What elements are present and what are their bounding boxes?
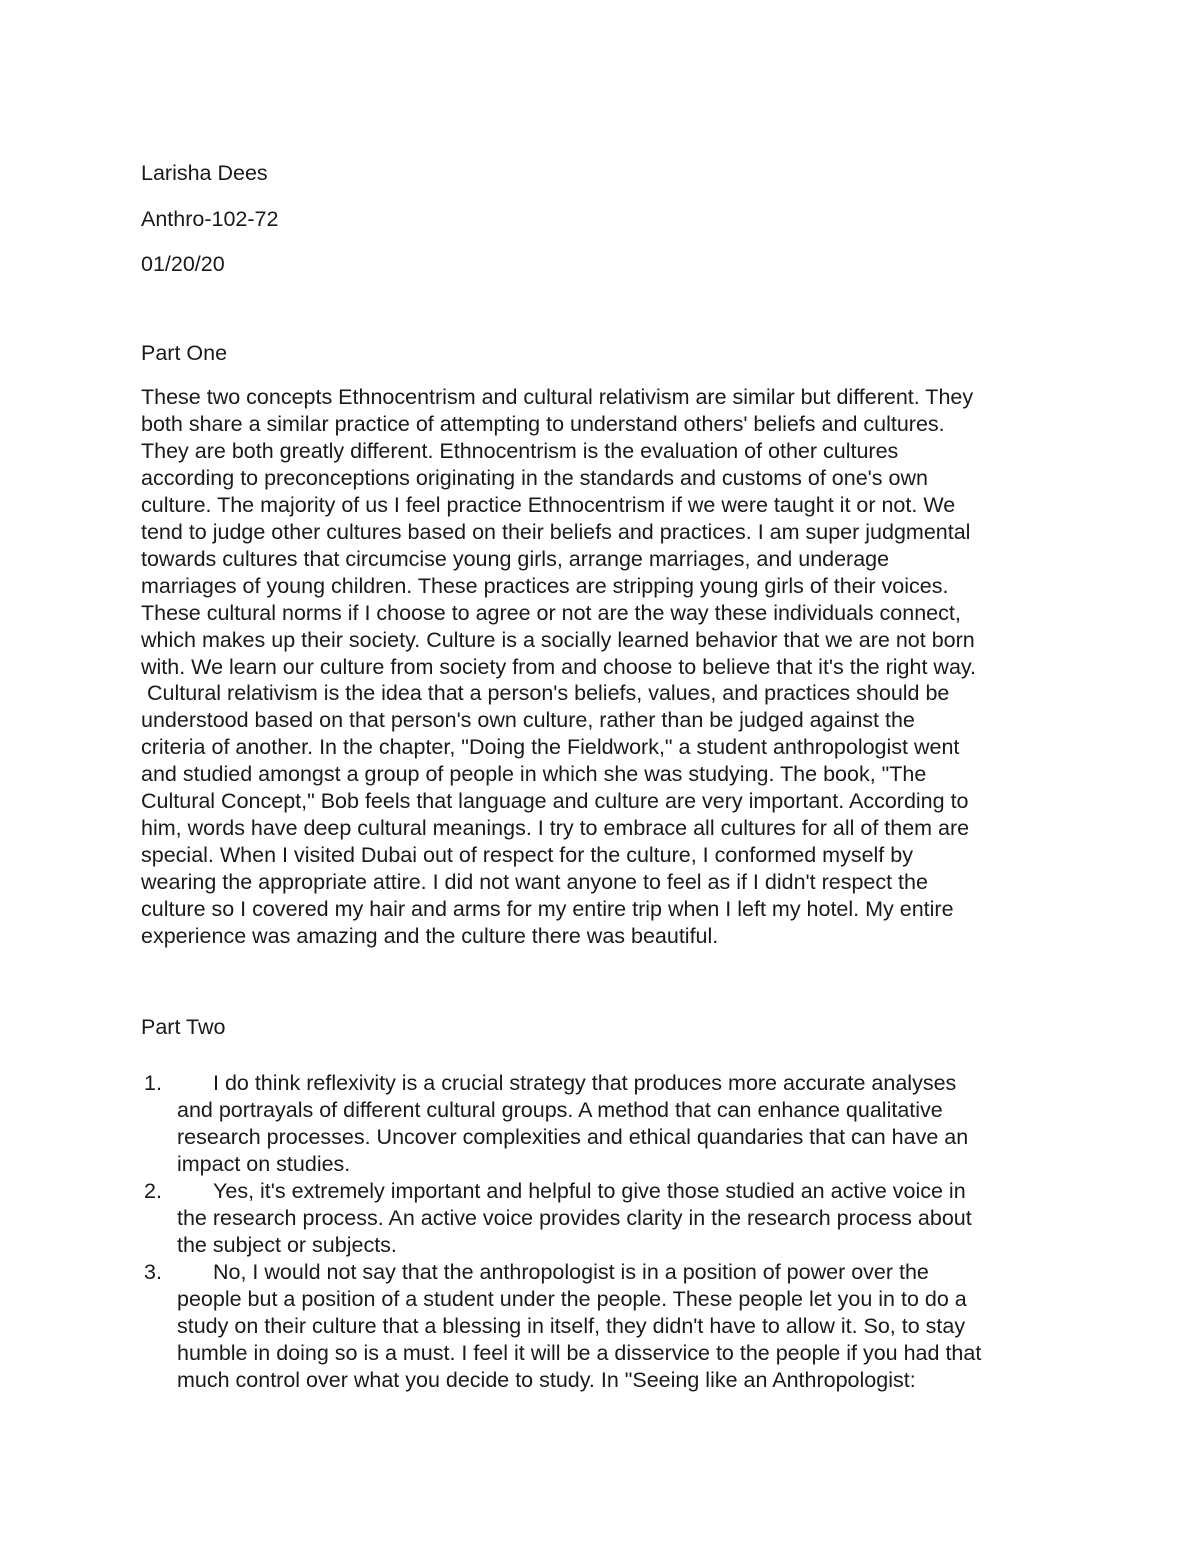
- list-line: the subject or subjects.: [177, 1233, 397, 1257]
- list-line: study on their culture that a blessing in itself, they didn't have to allow it. So, to stay: [177, 1314, 966, 1338]
- paragraph-line: which makes up their society. Culture is a socially learned behavior that we are not born: [141, 627, 975, 652]
- list-line: research processes. Uncover complexities and ethical quandaries that can have an: [177, 1125, 969, 1149]
- paragraph-line: towards cultures that circumcise young girls, arrange marriages, and underage: [141, 546, 890, 571]
- paragraph-line: experience was amazing and the culture there was beautiful.: [141, 924, 719, 949]
- paragraph-line: criteria of another. In the chapter, "Doing the Fieldwork," a student anthropologist went: [141, 735, 960, 760]
- document-date: 01/20/20: [141, 252, 225, 276]
- paragraph-line: him, words have deep cultural meanings. I try to embrace all cultures for all of them are: [141, 816, 970, 841]
- part-two-heading: Part Two: [141, 1015, 226, 1039]
- list-item: [141, 1259, 1081, 1394]
- paragraph-line: Cultural relativism is the idea that a person's beliefs, values, and practices should be: [141, 681, 950, 706]
- paragraph-line: wearing the appropriate attire. I did not want anyone to feel as if I didn't respect the: [141, 870, 928, 895]
- list-line: people but a position of a student under the people. These people let you in to do a: [177, 1287, 967, 1311]
- list-item: [141, 1178, 1081, 1259]
- part-one-paragraph: [141, 384, 1081, 950]
- course-code: Anthro-102-72: [141, 207, 279, 231]
- list-line: Yes, it's extremely important and helpful to give those studied an active voice in: [213, 1179, 966, 1203]
- list-line: No, I would not say that the anthropologist is in a position of power over the: [213, 1260, 929, 1284]
- paragraph-line: culture so I covered my hair and arms for my entire trip when I left my hotel. My entire: [141, 897, 954, 922]
- paragraph-line: culture. The majority of us I feel practice Ethnocentrism if we were taught it or not. We: [141, 492, 956, 517]
- list-number: 3.: [144, 1260, 162, 1284]
- part-two-list: [141, 1070, 1081, 1394]
- paragraph-line: and studied amongst a group of people in which she was studying. The book, "The: [141, 762, 927, 787]
- paragraph-line: They are both greatly different. Ethnocentrism is the evaluation of other cultures: [141, 438, 899, 463]
- paragraph-line: according to preconceptions originating in the standards and customs of one's own: [141, 465, 928, 490]
- list-number: 2.: [144, 1179, 162, 1203]
- paragraph-line: tend to judge other cultures based on their beliefs and practices. I am super judgmental: [141, 519, 971, 544]
- part-one-heading: Part One: [141, 341, 228, 365]
- list-line: the research process. An active voice provides clarity in the research process about: [177, 1206, 972, 1230]
- author-name: Larisha Dees: [141, 161, 268, 185]
- list-line: and portrayals of different cultural groups. A method that can enhance qualitative: [177, 1098, 943, 1122]
- paragraph-line: with. We learn our culture from society from and choose to believe that it's the right way.: [141, 654, 977, 679]
- paragraph-line: special. When I visited Dubai out of respect for the culture, I conformed myself by: [141, 843, 913, 868]
- paragraph-line: These cultural norms if I choose to agree or not are the way these individuals connect,: [141, 600, 961, 625]
- paragraph-line: Cultural Concept," Bob feels that language and culture are very important. According to: [141, 789, 969, 814]
- paragraph-line: both share a similar practice of attempting to understand others' beliefs and cultures.: [141, 411, 945, 436]
- list-line: humble in doing so is a must. I feel it will be a disservice to the people if you had that: [177, 1341, 982, 1365]
- list-item: [141, 1070, 1081, 1178]
- list-line: much control over what you decide to study. In "Seeing like an Anthropologist:: [177, 1368, 916, 1392]
- paragraph-line: These two concepts Ethnocentrism and cultural relativism are similar but different. They: [141, 385, 974, 409]
- paragraph-line: understood based on that person's own culture, rather than be judged against the: [141, 708, 915, 733]
- paragraph-line: marriages of young children. These practices are stripping young girls of their voices.: [141, 573, 949, 598]
- list-line: I do think reflexivity is a crucial strategy that produces more accurate analyses: [213, 1071, 957, 1095]
- list-line: impact on studies.: [177, 1152, 351, 1176]
- list-number: 1.: [144, 1071, 162, 1095]
